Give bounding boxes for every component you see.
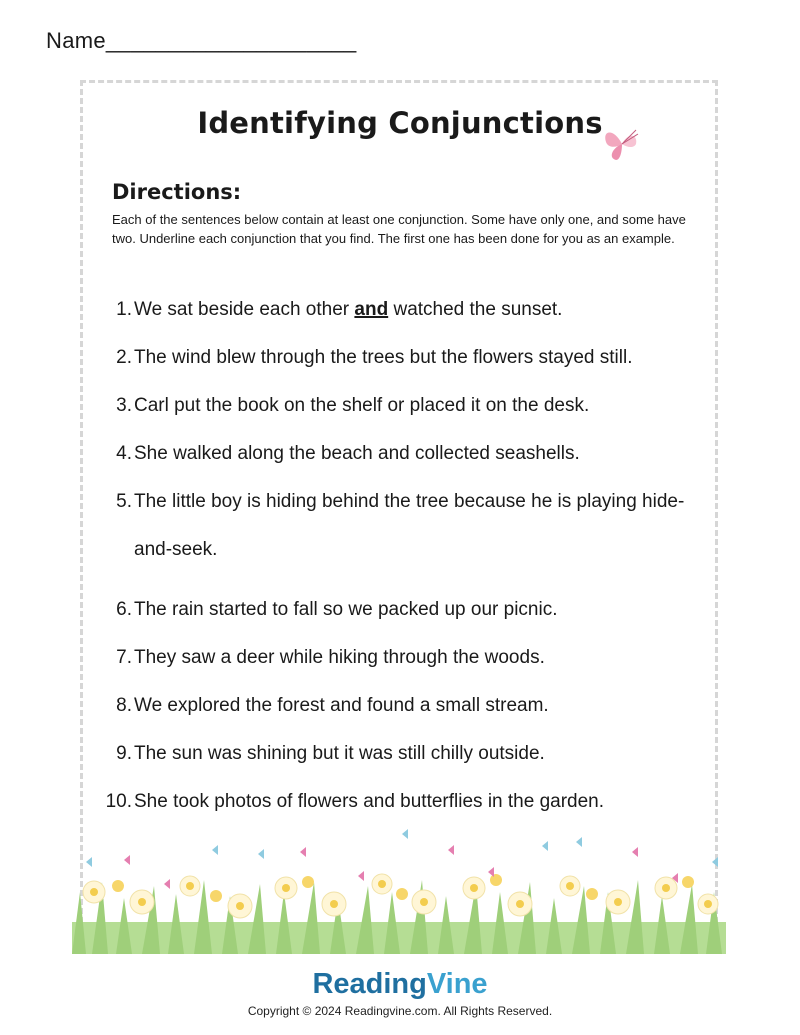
sentence-text[interactable]: The rain started to fall so we packed up our picnic. — [134, 599, 558, 620]
sentence-item — [96, 442, 716, 466]
sentence-number: 8. — [116, 695, 132, 716]
sentence-number: 4. — [116, 443, 132, 464]
sentence-text[interactable]: Carl put the book on the shelf or placed it on the desk. — [134, 395, 590, 416]
sentence-number: 3. — [116, 395, 132, 416]
sentence-number: 5. — [116, 491, 132, 512]
sentence-text[interactable]: She walked along the beach and collected seashells. — [134, 443, 580, 464]
worksheet-title: Identifying Conjunctions — [197, 106, 603, 140]
sentence-text[interactable]: The wind blew through the trees but the flowers stayed still. — [134, 347, 633, 368]
sentence-text[interactable]: She took photos of flowers and butterflies in the garden. — [134, 791, 605, 812]
sentence-item — [96, 742, 716, 766]
sentence-text[interactable]: The little boy is hiding behind the tree because he is playing hide-and-seek. — [134, 491, 685, 560]
sentence-number: 6. — [116, 599, 132, 620]
sentence-item — [96, 646, 716, 670]
sentence-text[interactable]: The sun was shining but it was still chilly outside. — [134, 743, 545, 764]
sentence-number: 2. — [116, 347, 132, 368]
sentence-item — [96, 298, 716, 322]
sentence-item — [96, 790, 716, 814]
sentence-text[interactable]: We explored the forest and found a small stream. — [134, 695, 549, 716]
sentence-item — [96, 394, 716, 418]
sentence-item — [96, 694, 716, 718]
sentence-number: 10. — [105, 791, 132, 812]
copyright-notice: Copyright © 2024 Readingvine.com. All Rights Reserved. — [247, 1004, 553, 1018]
sentence-item — [96, 490, 716, 574]
directions-text: Each of the sentences below contain at least one conjunction. Some have only one, and some have two. Underline each conjunction that you find. The first one has been done for you as an example. — [112, 212, 686, 246]
sentence-number: 9. — [116, 743, 132, 764]
sentence-item — [96, 598, 716, 622]
sentence-text: We sat beside each other and watched the sunset. — [134, 299, 563, 320]
sentence-number: 7. — [116, 647, 132, 668]
name-field-label: Name____________________ — [46, 28, 357, 53]
sentence-item — [96, 346, 716, 370]
readingvine-logo: ReadingVine — [312, 968, 488, 1000]
meadow-illustration — [72, 822, 726, 954]
example-underlined-conjunction: and — [354, 299, 389, 320]
sentence-number: 1. — [116, 299, 132, 320]
sentence-text[interactable]: They saw a deer while hiking through the woods. — [134, 647, 545, 668]
directions-heading: Directions: — [112, 180, 242, 204]
sentence-list — [96, 298, 716, 838]
butterfly-icon — [600, 124, 644, 164]
